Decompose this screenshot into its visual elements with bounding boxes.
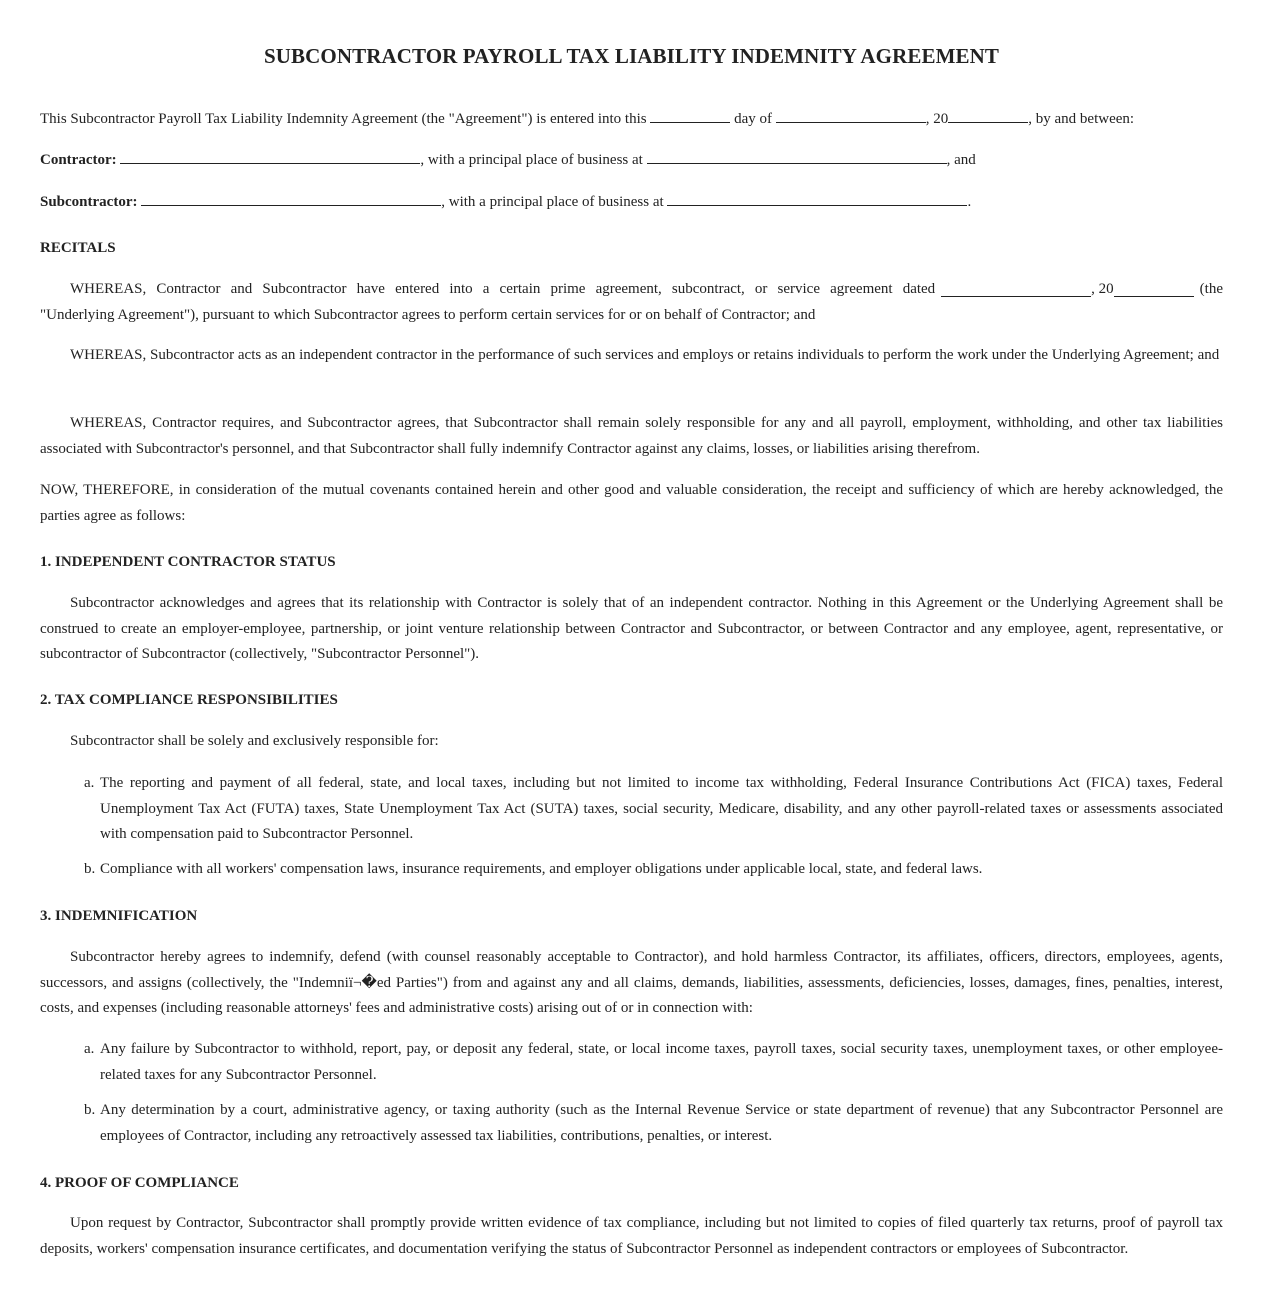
underlying-date-blank[interactable] [941, 282, 1091, 297]
item-text: Any determination by a court, administrative agency, or taxing authority (such as the Internal Revenue Service or state department of revenue) that any Subcontractor Personnel are employees of Contractor, including any retroactively assessed tax liabilities, contributions, penalties, or interest. [100, 1102, 1223, 1144]
section-4-body: Upon request by Contractor, Subcontractor shall promptly provide written evidence of tax compliance, including but not limited to copies of filed quarterly tax returns, proof of payroll tax deposits, workers' compensation insurance certificates, and documentation verifying the status of Subcontractor Personnel as independent contractors or employees of Subcontractor. [40, 1215, 1223, 1257]
whereas-1 [40, 276, 1223, 328]
section-3-item-a [84, 1037, 1223, 1088]
intro-day-of: day of [734, 111, 773, 127]
whereas-3: WHEREAS, Contractor requires, and Subcontractor agrees, that Subcontractor shall remain solely responsible for any and all payroll, employment, withholding, and other tax liabilities associated with Subcontractor's personnel, and that Subcontractor shall fully indemnify Contractor against any claims, losses, or liabilities arising therefrom. [40, 415, 1223, 457]
section-3-item-b [84, 1098, 1223, 1149]
section-4-heading: 4. PROOF OF COMPLIANCE [40, 1175, 239, 1191]
subcontractor-name-blank[interactable] [141, 191, 441, 206]
whereas-1-text: WHEREAS, Contractor and Subcontractor have entered into a certain prime agreement, subcontract, or service agreement dated [70, 281, 936, 297]
intro-between: , by and between: [1028, 111, 1135, 127]
whereas-1-the: (the [1199, 281, 1223, 297]
section-2-heading: 2. TAX COMPLIANCE RESPONSIBILITIES [40, 692, 338, 708]
section-2-body: Subcontractor shall be solely and exclusively responsible for: [70, 733, 439, 749]
section-2-item-a [84, 771, 1223, 848]
item-text: Compliance with all workers' compensation laws, insurance requirements, and employer obligations under applicable local, state, and federal laws. [100, 861, 983, 877]
whereas-1-year-prefix: , 20 [1091, 281, 1114, 297]
intro-text: This Subcontractor Payroll Tax Liability Indemnity Agreement (the "Agreement") is entered into this [40, 111, 647, 127]
subcontractor-address-text: , with a principal place of business at [441, 194, 664, 210]
item-marker: b. [84, 861, 96, 877]
contractor-address-text: , with a principal place of business at [420, 152, 643, 168]
recitals-heading: RECITALS [40, 240, 116, 256]
whereas-2: WHEREAS, Subcontractor acts as an independent contractor in the performance of such services and employs or retains individuals to perform the work under the Underlying Agreement; and [70, 347, 1220, 363]
section-1-heading: 1. INDEPENDENT CONTRACTOR STATUS [40, 554, 336, 570]
day-blank[interactable] [650, 108, 730, 123]
section-3-heading: 3. INDEMNIFICATION [40, 908, 198, 924]
whereas-1-continued: "Underlying Agreement"), pursuant to which Subcontractor agrees to perform certain services for or on behalf of Contractor; and [40, 307, 816, 323]
subcontractor-end: . [967, 194, 972, 210]
document-title: SUBCONTRACTOR PAYROLL TAX LIABILITY INDEMNITY AGREEMENT [263, 44, 999, 68]
item-text: The reporting and payment of all federal, state, and local taxes, including but not limited to income tax withholding, Federal Insurance Contributions Act (FICA) taxes, Federal Unemployment Tax Act (FUTA) taxes, State Unemployment Tax Act (SUTA) taxes, social security, Medicare, disability, and any other payroll-related taxes or assessments associated with compensation paid to Subcontractor Personnel. [100, 775, 1223, 842]
item-marker: a. [84, 775, 95, 791]
contractor-label: Contractor: [40, 152, 117, 168]
contractor-line [40, 147, 1223, 173]
subcontractor-label: Subcontractor: [40, 194, 138, 210]
now-therefore: NOW, THEREFORE, in consideration of the mutual covenants contained herein and other good and valuable consideration, the receipt and sufficiency of which are hereby acknowledged, the parties agree as follows: [40, 482, 1223, 524]
item-marker: a. [84, 1041, 95, 1057]
contractor-name-blank[interactable] [120, 149, 420, 164]
section-2-item-b [84, 857, 1223, 883]
item-text: Any failure by Subcontractor to withhold, report, pay, or deposit any federal, state, or local income taxes, payroll taxes, social security taxes, unemployment taxes, or other employee-related taxes for any Subcontractor Personnel. [100, 1041, 1223, 1083]
intro-line [40, 106, 1223, 132]
contractor-end: , and [946, 152, 976, 168]
underlying-year-blank[interactable] [1114, 282, 1194, 297]
month-blank[interactable] [776, 108, 926, 123]
subcontractor-address-blank[interactable] [667, 191, 967, 206]
subcontractor-line [40, 189, 1223, 215]
section-3-body: Subcontractor hereby agrees to indemnify, defend (with counsel reasonably acceptable to Contractor), and hold harmless Contractor, its affiliates, officers, directors, employees, agents, successors, and assigns (collectively, the "Indemniï¬�ed Parties") from and against any and all claims, demands, liabilities, assessments, deficiencies, losses, damages, fines, penalties, interest, costs, and expenses (including reasonable attorneys' fees and administrative costs) arising out of or in connection with: [40, 949, 1223, 1016]
contractor-address-blank[interactable] [647, 149, 947, 164]
section-1-body: Subcontractor acknowledges and agrees that its relationship with Contractor is solely that of an independent contractor. Nothing in this Agreement or the Underlying Agreement shall be construed to create an employer-employee, partnership, or joint venture relationship between Contractor and Subcontractor, or between Contractor and any employee, agent, representative, or subcontractor of Subcontractor (collectively, "Subcontractor Personnel"). [40, 595, 1223, 662]
year-blank[interactable] [948, 108, 1028, 123]
item-marker: b. [84, 1102, 96, 1118]
intro-year-prefix: , 20 [925, 111, 949, 127]
